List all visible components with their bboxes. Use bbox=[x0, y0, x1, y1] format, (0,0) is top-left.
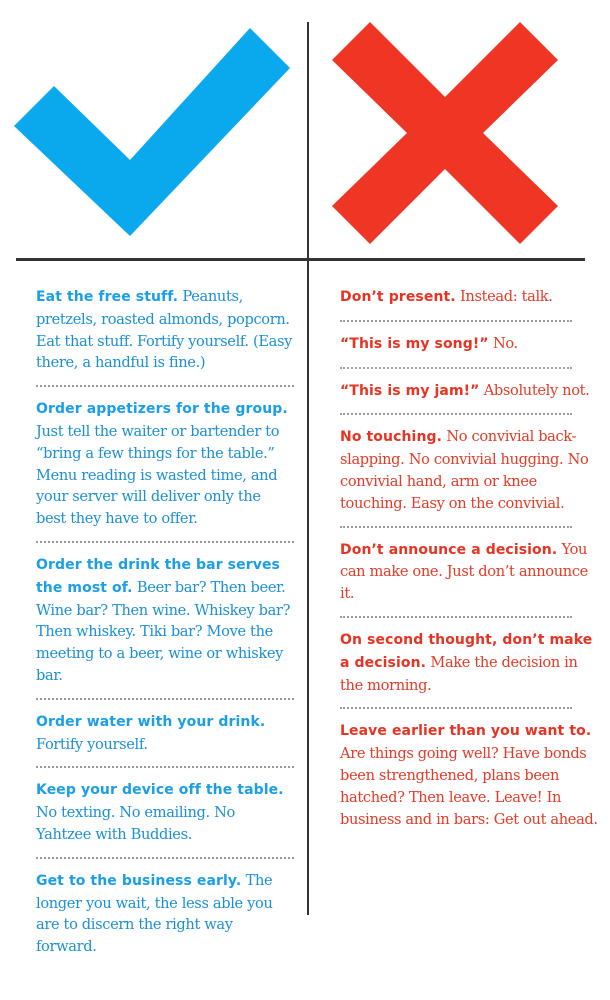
dotted-divider bbox=[36, 698, 294, 700]
dont-item bbox=[340, 426, 602, 514]
do-item-body: Peanuts, pretzels, roasted almonds, popcorn. Eat that stuff. Fortify yourself. (Easy there, a handful is fine.) bbox=[36, 288, 293, 372]
dont-item-head: “This is my song!” bbox=[340, 335, 489, 352]
do-item-head: Eat the free stuff. bbox=[36, 289, 179, 305]
do-item bbox=[36, 779, 294, 845]
checkmark-icon bbox=[14, 28, 292, 236]
do-item-head: Order the drink the bar serves the most of. bbox=[36, 556, 280, 596]
dotted-divider bbox=[340, 367, 572, 369]
dont-item-head: On second thought, don’t make a decision. bbox=[340, 631, 593, 671]
dont-item-body: Absolutely not. bbox=[483, 381, 590, 399]
do-item bbox=[36, 286, 294, 374]
do-item-body: Just tell the waiter or bartender to “bring a few things for the table.” Menu reading is wasted time, and your server will deliver only the best they have to offer. bbox=[36, 422, 280, 528]
cross-icon bbox=[332, 22, 558, 244]
dotted-divider bbox=[36, 766, 294, 768]
do-item bbox=[36, 711, 294, 756]
dotted-divider bbox=[36, 857, 294, 859]
dont-item-body: Instead: talk. bbox=[460, 288, 553, 305]
do-item-body: Fortify yourself. bbox=[36, 735, 148, 753]
dont-item bbox=[340, 333, 602, 356]
dont-item bbox=[340, 380, 602, 403]
dotted-divider bbox=[340, 707, 572, 709]
dont-item bbox=[340, 286, 602, 309]
dont-item bbox=[340, 720, 602, 830]
dotted-divider bbox=[340, 616, 572, 618]
dont-item-head: Don’t present. bbox=[340, 289, 456, 305]
dont-item-body: Make the decision in the morning. bbox=[340, 653, 578, 694]
do-item bbox=[36, 554, 294, 687]
do-item-body: No texting. No emailing. No Yahtzee with Buddies. bbox=[36, 804, 235, 843]
dont-item bbox=[340, 539, 602, 605]
horizontal-divider bbox=[16, 258, 585, 261]
do-item-body: Beer bar? Then beer. Wine bar? Then wine. Whiskey bar? Then whiskey. Tiki bar? Move the meeting to a beer, wine or whiskey bar. bbox=[36, 578, 291, 684]
dont-column bbox=[340, 286, 602, 830]
dont-item-body: You can make one. Just don’t announce it. bbox=[340, 540, 588, 603]
dont-item bbox=[340, 629, 602, 696]
dotted-divider bbox=[340, 526, 572, 528]
dont-item-head: “This is my jam!” bbox=[340, 382, 480, 399]
dotted-divider bbox=[36, 385, 294, 387]
do-item-head: Order water with your drink. bbox=[36, 713, 266, 730]
dont-item-body: No convivial back-slapping. No convivial hugging. No convivial hand, arm or knee touching. Easy on the convivial. bbox=[340, 428, 589, 512]
dotted-divider bbox=[340, 413, 572, 415]
dont-item-head: Don’t announce a decision. bbox=[340, 541, 558, 558]
do-item bbox=[36, 398, 294, 530]
vertical-divider bbox=[307, 22, 309, 915]
do-item-head: Get to the business early. bbox=[36, 872, 242, 889]
dont-item-head: No touching. bbox=[340, 429, 443, 446]
dont-item-body: No. bbox=[492, 334, 518, 352]
dotted-divider bbox=[340, 320, 572, 322]
do-column bbox=[36, 286, 294, 958]
do-item-head: Keep your device off the table. bbox=[36, 782, 284, 799]
do-item bbox=[36, 870, 294, 958]
dont-item-head: Leave earlier than you want to. bbox=[340, 723, 592, 740]
dont-item-body: Are things going well? Have bonds been strengthened, plans been hatched? Then leave. Leave! In business and in bars: Get out ahead. bbox=[340, 745, 598, 828]
do-item-head: Order appetizers for the group. bbox=[36, 401, 288, 418]
dotted-divider bbox=[36, 541, 294, 543]
do-item-body: The longer you wait, the less able you are to discern the right way forward. bbox=[36, 871, 273, 956]
